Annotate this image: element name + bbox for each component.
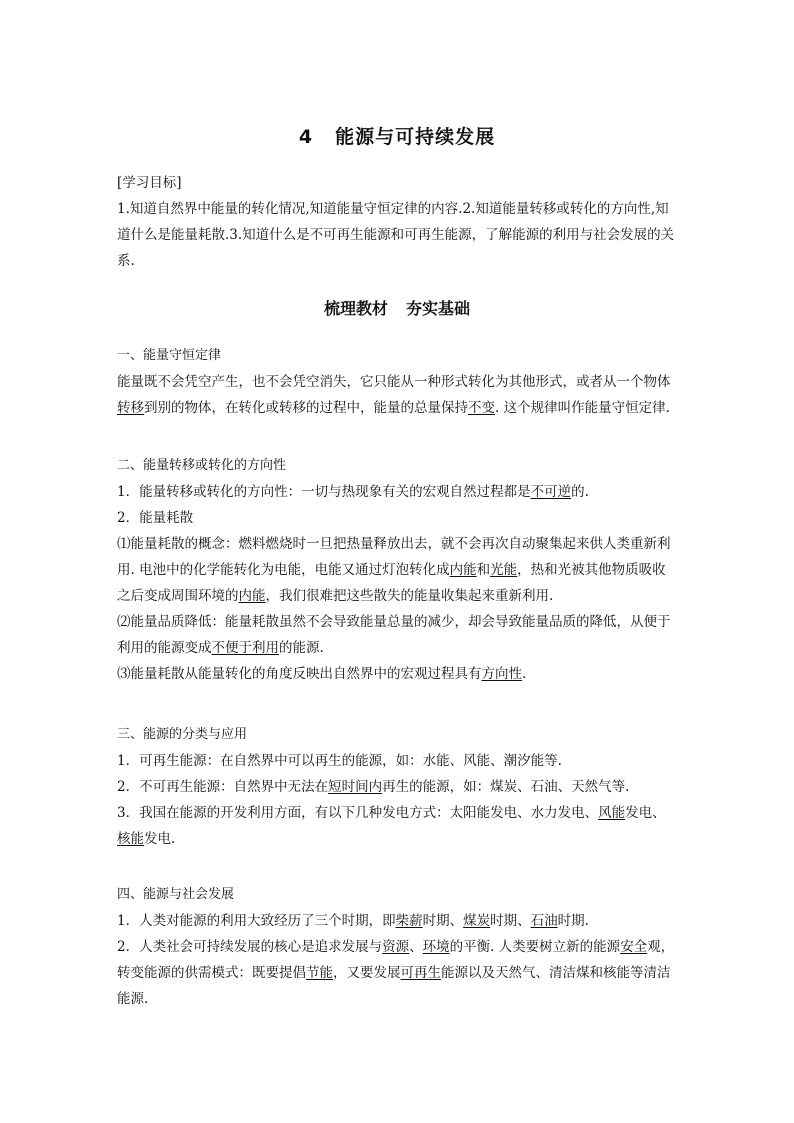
- section-3-item-3: 3．我国在能源的开发利用方面，有以下几种发电方式：太阳能发电、水力发电、风能发电、核能发电.: [117, 805, 666, 847]
- section-2-sub-2: ⑵能量品质降低：能量耗散虽然不会导致能量总量的减少，却会导致能量品质的降低，从便于利用的能源变成不便于利用的能源.: [117, 614, 671, 656]
- objectives-label: [学习目标]: [117, 175, 182, 191]
- page-title: [0, 122, 794, 149]
- section-energy-conservation: [117, 343, 679, 421]
- section-3-item-2: 2．不可再生能源：自然界中无法在短时间内再生的能源，如：煤炭、石油、天然气等.: [117, 779, 630, 795]
- section-4-item-2: 2．人类社会可持续发展的核心是追求发展与资源、环境的平衡. 人类要树立新的能源安全观，转变能源的供需模式：既要提倡节能，又要发展可再生能源以及天然气、清洁煤和核能等清洁能源.: [117, 939, 675, 1007]
- section-heading-left: 梳理教材: [323, 299, 388, 318]
- section-2-item-2: 2．能量耗散: [117, 510, 194, 526]
- section-3-item-1: 1．可再生能源：在自然界中可以再生的能源，如：水能、风能、潮汐能等.: [117, 753, 562, 769]
- section-1-paragraph: 能量既不会凭空产生，也不会凭空消失，它只能从一种形式转化为其他形式，或者从一个物体转移到别的物体，在转化或转移的过程中，能量的总量保持不变. 这个规律叫作能量守恒定律.: [117, 374, 671, 416]
- section-2-sub-1: ⑴能量耗散的概念：燃料燃烧时一旦把热量释放出去，就不会再次自动聚集起来供人类重新利用. 电池中的化学能转化为电能，电能又通过灯泡转化成内能和光能，热和光被其他物质吸收之后变成周围环境的内能，我们很难把这些散失的能量收集起来重新利用.: [117, 536, 671, 604]
- section-energy-classification: [117, 722, 679, 852]
- section-1-heading: 一、能量守恒定律: [117, 348, 222, 363]
- section-3-heading: 三、能源的分类与应用: [117, 727, 248, 742]
- section-energy-direction: [117, 453, 679, 687]
- objectives-text: 1.知道自然界中能量的转化情况,知道能量守恒定律的内容.2.知道能量转移或转化的方向性,知道什么是能量耗散.3.知道什么是不可再生能源和可再生能源，了解能源的利用与社会发展的关系.: [117, 201, 675, 269]
- section-4-item-1: 1．人类对能源的利用大致经历了三个时期，即柴薪时期、煤炭时期、石油时期.: [117, 913, 589, 929]
- title-text: 能源与可持续发展: [335, 126, 496, 148]
- section-heading-right: 夯实基础: [406, 299, 471, 318]
- section-4-heading: 四、能源与社会发展: [117, 887, 235, 902]
- section-2-item-1: 1．能量转移或转化的方向性：一切与热现象有关的宏观自然过程都是不可逆的.: [117, 484, 589, 500]
- section-heading: [0, 296, 794, 319]
- learning-objectives: [117, 170, 679, 274]
- title-number: 4: [298, 126, 314, 148]
- section-energy-society: [117, 882, 679, 1012]
- section-2-heading: 二、能量转移或转化的方向性: [117, 458, 287, 473]
- section-2-sub-3: ⑶能量耗散从能量转化的角度反映出自然界中的宏观过程具有方向性.: [117, 666, 527, 682]
